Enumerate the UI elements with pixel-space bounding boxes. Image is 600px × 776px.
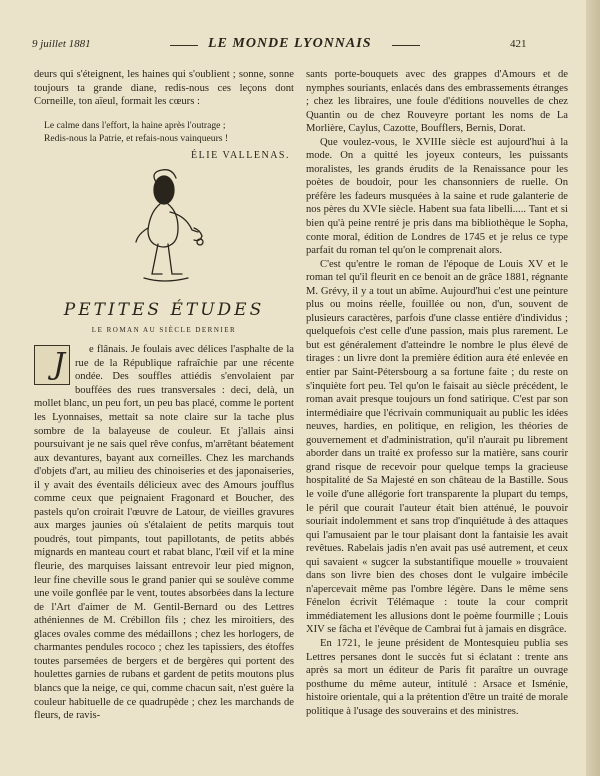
section-subtitle: LE ROMAN AU SIÈCLE DERNIER	[91, 325, 237, 334]
left-intro-paragraph: deurs qui s'éteignent, les haines qui s'oublient ; sonne, sonne toujours ta grande diane, redis-nous ces leçons dont Corneille, ton aïeul, formait les cœurs :	[34, 69, 294, 108]
left-column	[34, 68, 294, 723]
author-signature: ÉLIE VALLENAS.	[191, 149, 290, 161]
right-paragraph-4: En 1721, le jeune président de Montesquieu publia ses Lettres persanes dont le succès fut si éclatant : trente ans après sa mort un éditeur de Paris fit paraître un ouvrage posthume du même auteur, intitulé : Arsace et Isménie, histoire orientale, qui a la prétention d'être un traité de morale politique à l'usage des souverains et des ministres.	[306, 637, 568, 717]
page-header	[0, 36, 586, 56]
drop-cap-letter: J	[34, 345, 70, 385]
header-title: LE MONDE LYONNAIS	[208, 36, 372, 51]
header-date: 9 juillet 1881	[32, 38, 91, 50]
header-rule-right	[392, 45, 420, 46]
right-column	[306, 68, 568, 718]
right-paragraph-2: Que voulez-vous, le XVIIIe siècle est aujourd'hui à la mode. On a quitté les joyeux conteurs, les puissants moralistes, les grands érudits de la Renaissance pour les poètes de boudoir, pour les chansonniers de ruelle. On préfère les fadeurs musquées à la saine et rude galanterie de nos pères du XVIe siècle. Habent sua fata libelli..... Tant et si bien qu'à peine rentré je pris dans ma bibliothèque le Sopha, conte moral, édition de Londres de 1745 et je relus ce type parfait du roman tel qu'on le comprenait alors.	[306, 136, 568, 257]
right-paragraph-1: sants porte-bouquets avec des grappes d'Amours et de nymphes souriants, enlacés dans des embrassements étranges ; chez les libraires, une foule d'éditions nouvelles de chez Quantin ou de chez Rouveyre portant les noms de La Morlière, Caylus, Cazotte, Boufflers, Bernis, Dorat.	[306, 69, 568, 135]
page-spine-shadow	[586, 0, 600, 776]
caricature-illustration	[114, 168, 214, 300]
header-page-number: 421	[510, 38, 527, 50]
article-opening-paragraph	[34, 343, 294, 722]
poem-line-2: Redis-nous la Patrie, et refais-nous vainqueurs !	[44, 132, 229, 144]
poem-line-1: Le calme dans l'effort, la haine après l'outrage ;	[44, 119, 226, 131]
poem-quote	[44, 119, 294, 145]
article-opening-text: e flânais. Je foulais avec délices l'asphalte de la rue de la République rafraîchie par une récente ondée. Des souffles attiédis s'envolaient par bouffées des rues transversales : deci, delà, un mollet blanc, un peu fort, un peu bas placé, comme le portent les Lyonnaises, mettait sa note claire sur la tache plus sombre de la balayeuse de couleur. Et j'allais ainsi poursuivant je ne sais quel rêve confus, m'arrêtant béatement aux devantures, bayant aux corneilles. Chez les marchands d'objets d'art, au milieu des chinoiseries et des japonaiseries, il y avait des éventails délicieux avec des Amours joufflus comme ceux que peignaient Fragonard et Boucher, des pastels qu'on croirait l'œuvre de Latour, de vieilles gravures aux marges jaunies où s'étalaient de petits marquis tout poudrés, tout pimpants, tout papillotants, de petits abbés mignards en manteau court et rabat blanc, l'œil vif et la mine fleurie, des marquises laissant entrevoir leur pied mignon, leur fine cheville sous le grand panier qui se soulève comme une voile gonflée par le vent, toutes absorbées dans la lecture de l'Art d'aimer de M. Gentil-Bernard ou des Lettres athéniennes de M. Crébillon fils ; chez les miroitiers, des glaces ovales comme des médaillons ; chez les horlogers, de charmantes pendules rococo ; chez les tapissiers, des étoffes toutes parsemées de bergers et de bergères qui portent des houlettes garnies de rubans et gardent de petits moutons plus blancs que la neige, ce qui, comme chacun sait, n'est guère la couleur habituelle de ce quadrupède ; chez les marchands de fleurs, de ravis-	[34, 344, 294, 722]
right-paragraph-3: C'est qu'entre le roman de l'époque de Louis XV et le roman tel qu'il fleurit en ce benoit an de grâce 1881, régnante M. Grévy, il y a tout un abîme. Aujourd'hui c'est une peinture plus ou moins réelle, fouillée ou non, d'un, souvent de plusieurs caractères, parfois d'une classe entière d'individus ; quelquefois c'est celle d'une passion, mais plus rarement. Le but est généralement d'atteindre le nombre le plus élevé de tirages : un livre dont la première édition aura été enlevée en entier par Saint-Pétersbourg a sa fortune faite ; du reste on s'inquiète fort peu. Tel qu'on le faisait au siècle précédent, le roman avait presque toujours un fond satirique. C'est par son intermédiaire que l'écrivain communiquait au public les idées neuves, hardies, en politique, en religion, les théories de gouvernement et d'administration, qu'il n'aurait pu librement aborder dans un traité ex professo sur la matière, sans courir grand risque de recevoir pour quelque temps la gracieuse hospitalité de Sa Majesté en son château de la Bastille. Sous le voile d'une allégorie fort transparente la plupart du temps, le péril que courait l'auteur était bien atténué, le pouvoir souriait indolemment et sans trop d'inquiétude à des attaques qui l'amusaient par le tour plaisant dont la fantaisie les avait revêtues. Rabelais jadis n'en avait pas usé autrement, et ceux qui savaient « sugcer la substantifique mouelle » trouvaient dans son livre bien des choses dont le vulgaire imbécile n'apercevait même pas l'ombre légère. Dans le même sens Fénelon écrivit Télémaque : toute la cour comprit immédiatement les allusions dont le poème fourmille ; Louis XIV se fâcha et l'évêque de Cambrai fut à jamais en disgrâce.	[306, 258, 568, 636]
section-title: PETITES ÉTUDES	[63, 300, 265, 321]
header-rule-left	[170, 45, 198, 46]
